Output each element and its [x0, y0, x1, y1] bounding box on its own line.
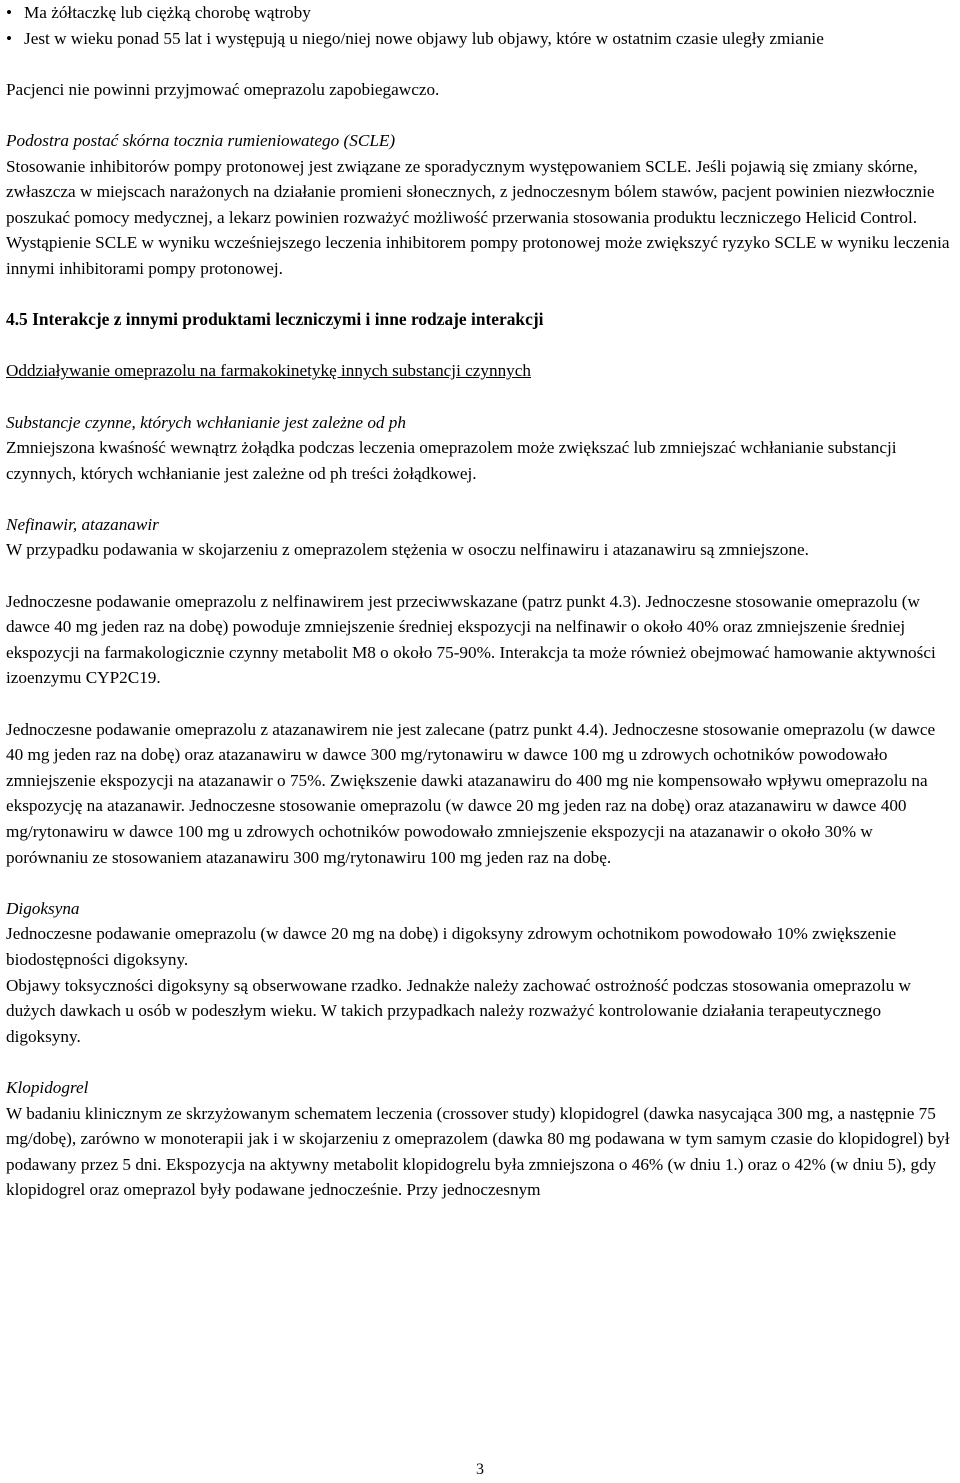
- bullet-icon: •: [6, 28, 13, 48]
- digoxin-title: Digoksyna: [6, 898, 80, 918]
- nelfinavir-paragraph-1: W przypadku podawania w skojarzeniu z omeprazolem stężenia w osoczu nelfinawiru i atazanawiru są zmniejszone.: [6, 540, 809, 560]
- nelfinavir-title: Nefinawir, atazanawir: [6, 514, 159, 534]
- bullet-item: [6, 26, 956, 52]
- document-page: [6, 0, 956, 1203]
- digoxin-paragraph-2: Objawy toksyczności digoksyny są obserwowane rzadko. Jednakże należy zachować ostrożność podczas stosowania omeprazolu w dużych dawkach u osób w podeszłym wieku. W takich przypadkach należy rozważyć kontrolowanie działania terapeutycznego digoksyny.: [6, 975, 911, 1046]
- bullet-icon: •: [6, 3, 13, 22]
- subsection-heading: Oddziaływanie omeprazolu na farmakokinetykę innych substancji czynnych: [6, 361, 531, 381]
- digoxin-paragraph-1: Jednoczesne podawanie omeprazolu (w dawce 20 mg na dobę) i digoksyny zdrowym ochotnikom powodowało 10% zwiększenie biodostępności digoksyny.: [6, 924, 897, 969]
- bullet-text: Jest w wieku ponad 55 lat i występują u niego/niej nowe objawy lub objawy, które w ostatnim czasie uległy zmianie: [24, 28, 824, 48]
- clopidogrel-title: Klopidogrel: [6, 1077, 89, 1097]
- ph-paragraph: Zmniejszona kwaśność wewnątrz żołądka podczas leczenia omeprazolem może zwiększać lub zmniejszać wchłanianie substancji czynnych, których wchłanianie jest zależne od ph treści żołądkowej.: [6, 438, 897, 483]
- page-number: 3: [476, 1461, 484, 1478]
- prevention-paragraph: Pacjenci nie powinni przyjmować omeprazolu zapobiegawczo.: [6, 79, 440, 99]
- section-heading: 4.5 Interakcje z innymi produktami leczniczymi i inne rodzaje interakcji: [6, 309, 544, 330]
- clopidogrel-paragraph: W badaniu klinicznym ze skrzyżowanym schematem leczenia (crossover study) klopidogrel (dawka nasycająca 300 mg, a następnie 75 mg/dobę), zarówno w monoterapii jak i w skojarzeniu z omeprazolem (dawka 80 mg podawana w tym samym czasie do klopidogrel) był podawany przez 5 dni. Ekspozycja na aktywny metabolit klopidogrelu była zmniejszona o 46% (w dniu 1.) oraz o 42% (w dniu 5), gdy klopidogrel oraz omeprazol były podawane jednocześnie. Przy jednoczesnym: [6, 1103, 950, 1200]
- scle-title: Podostra postać skórna tocznia rumieniowatego (SCLE): [6, 130, 396, 150]
- nelfinavir-paragraph-2: Jednoczesne podawanie omeprazolu z nelfinawirem jest przeciwwskazane (patrz punkt 4.3). Jednoczesne stosowanie omeprazolu (w dawce 40 mg jeden raz na dobę) powoduje zmniejszenie średniej ekspozycji na nelfinawir o około 40% oraz zmniejszenie średniej ekspozycji na farmakologicznie czynny metabolit M8 o około 75-90%. Interakcja ta może również obejmować hamowanie aktywności izoenzymu CYP2C19.: [6, 591, 936, 688]
- bullet-text: Ma żółtaczkę lub ciężką chorobę wątroby: [24, 3, 311, 22]
- atazanavir-paragraph: Jednoczesne podawanie omeprazolu z atazanawirem nie jest zalecane (patrz punkt 4.4). Jednoczesne stosowanie omeprazolu (w dawce 40 mg jeden raz na dobę) oraz atazanawiru w dawce 300 mg/rytonawiru w dawce 100 mg u zdrowych ochotników powodowało zmniejszenie ekspozycji na atazanawir o 75%. Zwiększenie dawki atazanawiru do 400 mg nie kompensowało wpływu omeprazolu na ekspozycję na atazanawir. Jednoczesne stosowanie omeprazolu (w dawce 20 mg jeden raz na dobę) oraz atazanawiru w dawce 400 mg/rytonawiru w dawce 100 mg u zdrowych ochotników powodowało zmniejszenie ekspozycji na atazanawir o około 30% w porównaniu ze stosowaniem atazanawiru 300 mg/rytonawiru 100 mg jeden raz na dobę.: [6, 719, 936, 867]
- bullet-item: [6, 0, 956, 26]
- scle-paragraph: Stosowanie inhibitorów pompy protonowej jest związane ze sporadycznym występowaniem SCLE. Jeśli pojawią się zmiany skórne, zwłaszcza w miejscach narażonych na działanie promieni słonecznych, z jednoczesnym bólem stawów, pacjent powinien niezwłocznie poszukać pomocy medycznej, a lekarz powinien rozważyć możliwość przerwania stosowania produktu leczniczego Helicid Control. Wystąpienie SCLE w wyniku wcześniejszego leczenia inhibitorem pompy protonowej może zwiększyć ryzyko SCLE w wyniku leczenia innymi inhibitorami pompy protonowej.: [6, 156, 950, 278]
- ph-title: Substancje czynne, których wchłanianie jest zależne od ph: [6, 412, 406, 432]
- bullet-list: [6, 0, 956, 51]
